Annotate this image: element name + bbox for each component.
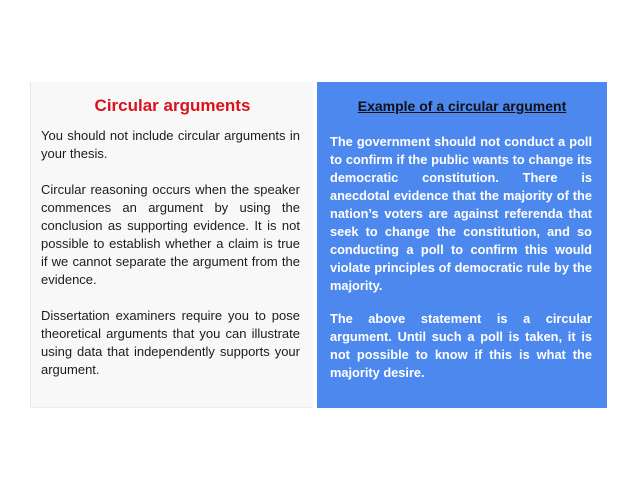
circular-argument-example-panel (317, 82, 607, 408)
left-panel-body (41, 127, 300, 397)
left-paragraph-2: Circular reasoning occurs when the speaker commences an argument by using the conclusion as supporting evidence. It is not possible to establish whether a claim is true if we cannot separate the argument from the evidence. (41, 182, 300, 287)
right-panel-title-text: Example of a circular argument (357, 98, 567, 114)
left-panel-title: Circular arguments (94, 96, 251, 115)
circular-arguments-panel (30, 82, 313, 408)
right-paragraph-1: The government should not conduct a poll to confirm if the public wants to change its democratic constitution. There is anecdotal evidence that the majority of the nation’s voters are against referenda that seek to change the constitution, and so conducting a poll to confirm this would violate principles of democratic rule by the majority. (330, 134, 592, 293)
right-panel-body (330, 133, 592, 397)
left-paragraph-3: Dissertation examiners require you to pose theoretical arguments that you can illustrate using data that independently supports your argument. (41, 308, 300, 377)
right-panel-title (317, 97, 607, 115)
right-paragraph-2: The above statement is a circular argument. Until such a poll is taken, it is not possible to know if this is what the majority desire. (330, 311, 592, 380)
left-paragraph-1: You should not include circular arguments in your thesis. (41, 128, 300, 161)
